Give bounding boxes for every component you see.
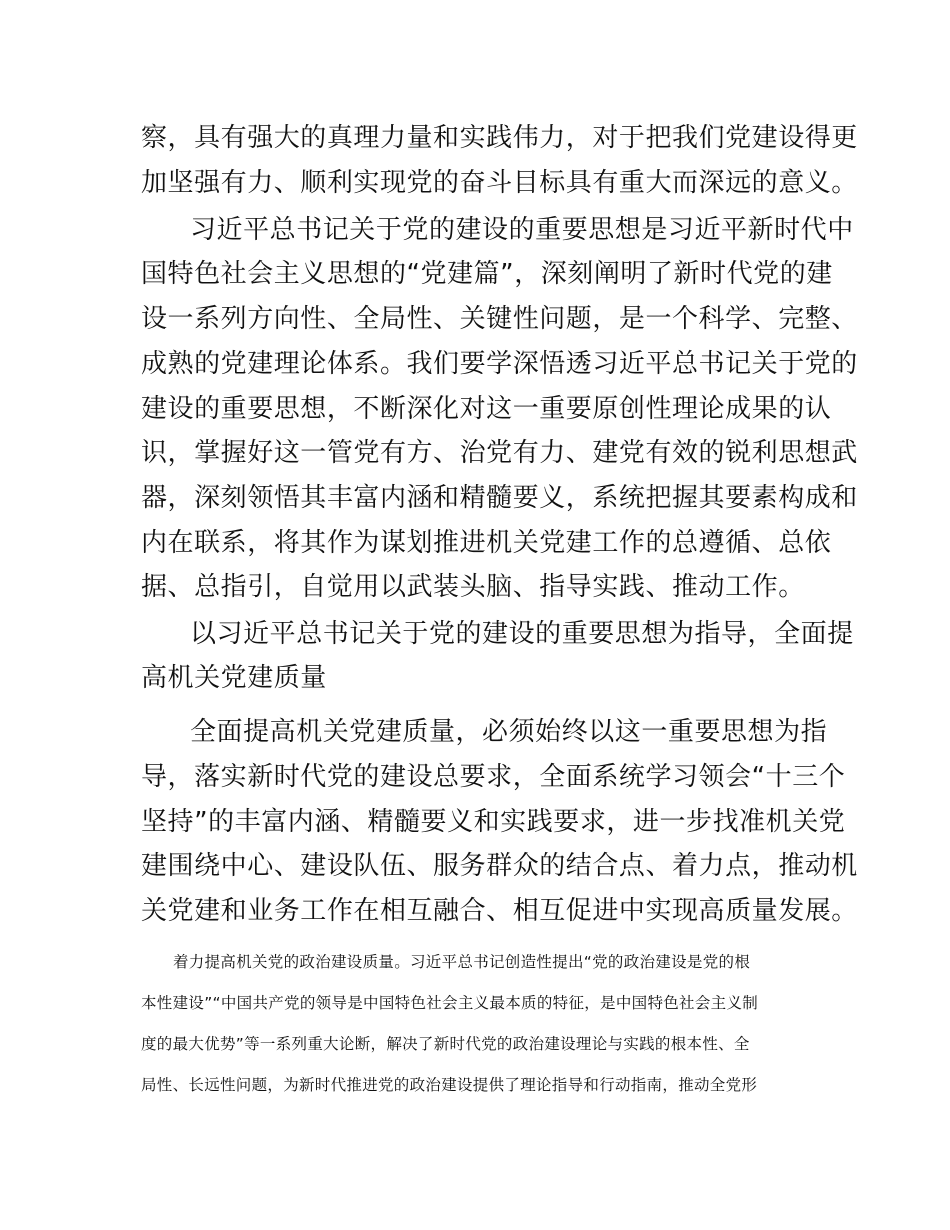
paragraph-4-line-5: 关党建和业务工作在相互融合、相互促进中实现高质量发展。 bbox=[141, 896, 858, 926]
paragraph-2-line-9: 据、总指引，自觉用以武装头脑、指导实践、推动工作。 bbox=[141, 572, 805, 602]
paragraph-1-line-1: 察，具有强大的真理力量和实践伟力，对于把我们党建设得更 bbox=[141, 123, 858, 153]
paragraph-4-line-1: 全面提高机关党建质量，必须始终以这一重要思想为指 bbox=[190, 717, 828, 747]
paragraph-2-line-2: 国特色社会主义思想的“党建篇”，深刻阐明了新时代党的建 bbox=[141, 259, 833, 289]
paragraph-2-line-1: 习近平总书记关于党的建设的重要思想是习近平新时代中 bbox=[190, 215, 854, 245]
paragraph-5-line-2: 本性建设”“中国共产党的领导是中国特色社会主义最本质的特征，是中国特色社会主义制 bbox=[141, 994, 759, 1012]
paragraph-5-line-1: 着力提高机关党的政治建设质量。习近平总书记创造性提出“党的政治建设是党的根 bbox=[173, 953, 751, 971]
paragraph-2-line-5: 建设的重要思想，不断深化对这一重要原创性理论成果的认 bbox=[141, 394, 832, 424]
section-heading-line-1: 以习近平总书记关于党的建设的重要思想为指导，全面提 bbox=[190, 619, 854, 649]
paragraph-4-line-2: 导，落实新时代党的建设总要求，全面系统学习领会“十三个 bbox=[141, 762, 846, 792]
paragraph-2-line-4: 成熟的党建理论体系。我们要学深悟透习近平总书记关于党的 bbox=[141, 349, 858, 379]
paragraph-4-line-4: 建围绕中心、建设队伍、服务群众的结合点、着力点，推动机 bbox=[141, 851, 858, 881]
section-heading-line-2: 高机关党建质量 bbox=[141, 663, 327, 693]
paragraph-2-line-7: 器，深刻领悟其丰富内涵和精髓要义，系统把握其要素构成和 bbox=[141, 483, 858, 513]
paragraph-5-line-4: 局性、长远性问题，为新时代推进党的政治建设提供了理论指导和行动指南，推动全党形 bbox=[141, 1076, 758, 1094]
paragraph-5-line-3: 度的最大优势”等一系列重大论断，解决了新时代党的政治建设理论与实践的根本性、全 bbox=[141, 1035, 750, 1053]
paragraph-2-line-8: 内在联系，将其作为谋划推进机关党建工作的总遵循、总依 bbox=[141, 528, 832, 558]
paragraph-1-line-2: 加坚强有力、顺利实现党的奋斗目标具有重大而深远的意义。 bbox=[141, 168, 858, 198]
paragraph-2-line-3: 设一系列方向性、全局性、关键性问题，是一个科学、完整、 bbox=[141, 304, 858, 334]
paragraph-4-line-3: 坚持”的丰富内涵、精髓要义和实践要求，进一步找准机关党 bbox=[141, 807, 846, 837]
paragraph-2-line-6: 识，掌握好这一管党有方、治党有力、建党有效的锐利思想武 bbox=[141, 438, 858, 468]
